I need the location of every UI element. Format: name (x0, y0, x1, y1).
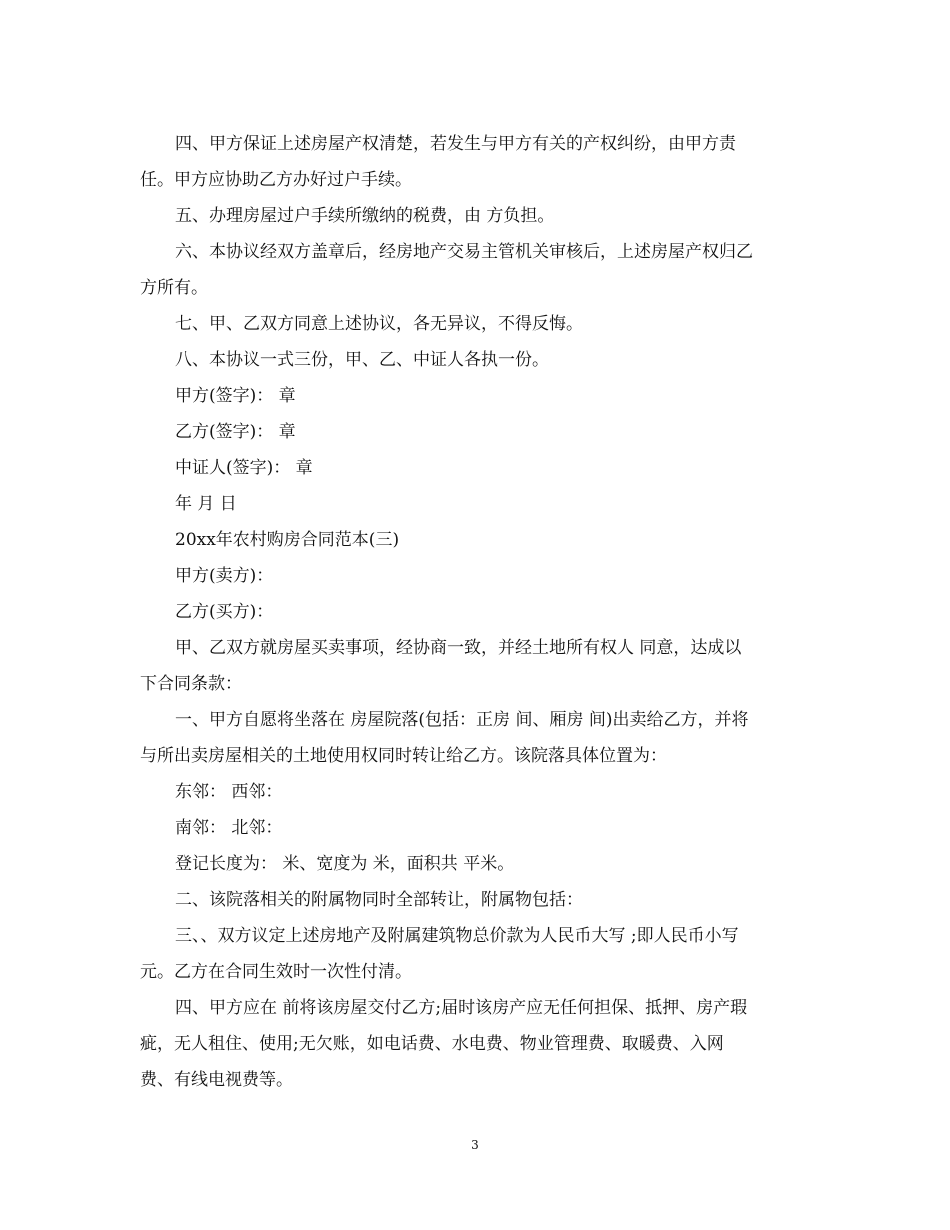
text-line: 乙方(签字)： 章 (175, 422, 296, 442)
text-line: 元。乙方在合同生效时一次性付清。 (140, 962, 412, 982)
document-body (140, 126, 812, 1098)
text-line: 东邻： 西邻： (175, 782, 283, 802)
text-line: 一、甲方自愿将坐落在 房屋院落(包括：正房 间、厢房 间)出卖给乙方，并将 (175, 710, 749, 730)
text-line: 甲、乙双方就房屋买卖事项，经协商一致，并经土地所有权人 同意，达成以 (175, 638, 742, 658)
text-line: 与所出卖房屋相关的土地使用权同时转让给乙方。该院落具体位置为： (140, 746, 667, 766)
page-number: 3 (471, 1138, 479, 1152)
text-line: 20xx年农村购房合同范本(三) (175, 530, 400, 550)
text-line: 登记长度为： 米、宽度为 米，面积共 平米。 (175, 854, 515, 874)
text-line: 南邻： 北邻： (175, 818, 283, 838)
text-line: 六、本协议经双方盖章后，经房地产交易主管机关审核后，上述房屋产权归乙 (175, 242, 753, 262)
text-line: 疵，无人租住、使用;无欠账，如电话费、水电费、物业管理费、取暖费、入网 (140, 1034, 724, 1054)
text-line: 下合同条款： (140, 674, 242, 694)
text-line: 五、办理房屋过户手续所缴纳的税费，由 方负担。 (175, 206, 555, 226)
text-line: 甲方(签字)： 章 (175, 386, 296, 406)
text-line: 年 月 日 (175, 494, 237, 514)
text-line: 中证人(签字)： 章 (175, 458, 313, 478)
text-line: 任。甲方应协助乙方办好过户手续。 (140, 170, 412, 190)
text-line: 七、甲、乙双方同意上述协议，各无异议，不得反悔。 (175, 314, 583, 334)
text-line: 甲方(卖方)： (175, 566, 274, 586)
text-line: 二、该院落相关的附属物同时全部转让，附属物包括： (175, 890, 583, 910)
text-line: 费、有线电视费等。 (140, 1070, 293, 1090)
text-line: 四、甲方应在 前将该房屋交付乙方;届时该房产应无任何担保、抵押、房产瑕 (175, 998, 748, 1018)
text-line: 三、、双方议定上述房地产及附属建筑物总价款为人民币大写 ;即人民币小写 (175, 926, 739, 946)
text-line: 八、本协议一式三份，甲、乙、中证人各执一份。 (175, 350, 549, 370)
text-line: 四、甲方保证上述房屋产权清楚，若发生与甲方有关的产权纠纷，由甲方责 (175, 134, 736, 154)
text-line: 乙方(买方)： (175, 602, 274, 622)
text-line: 方所有。 (140, 278, 208, 298)
